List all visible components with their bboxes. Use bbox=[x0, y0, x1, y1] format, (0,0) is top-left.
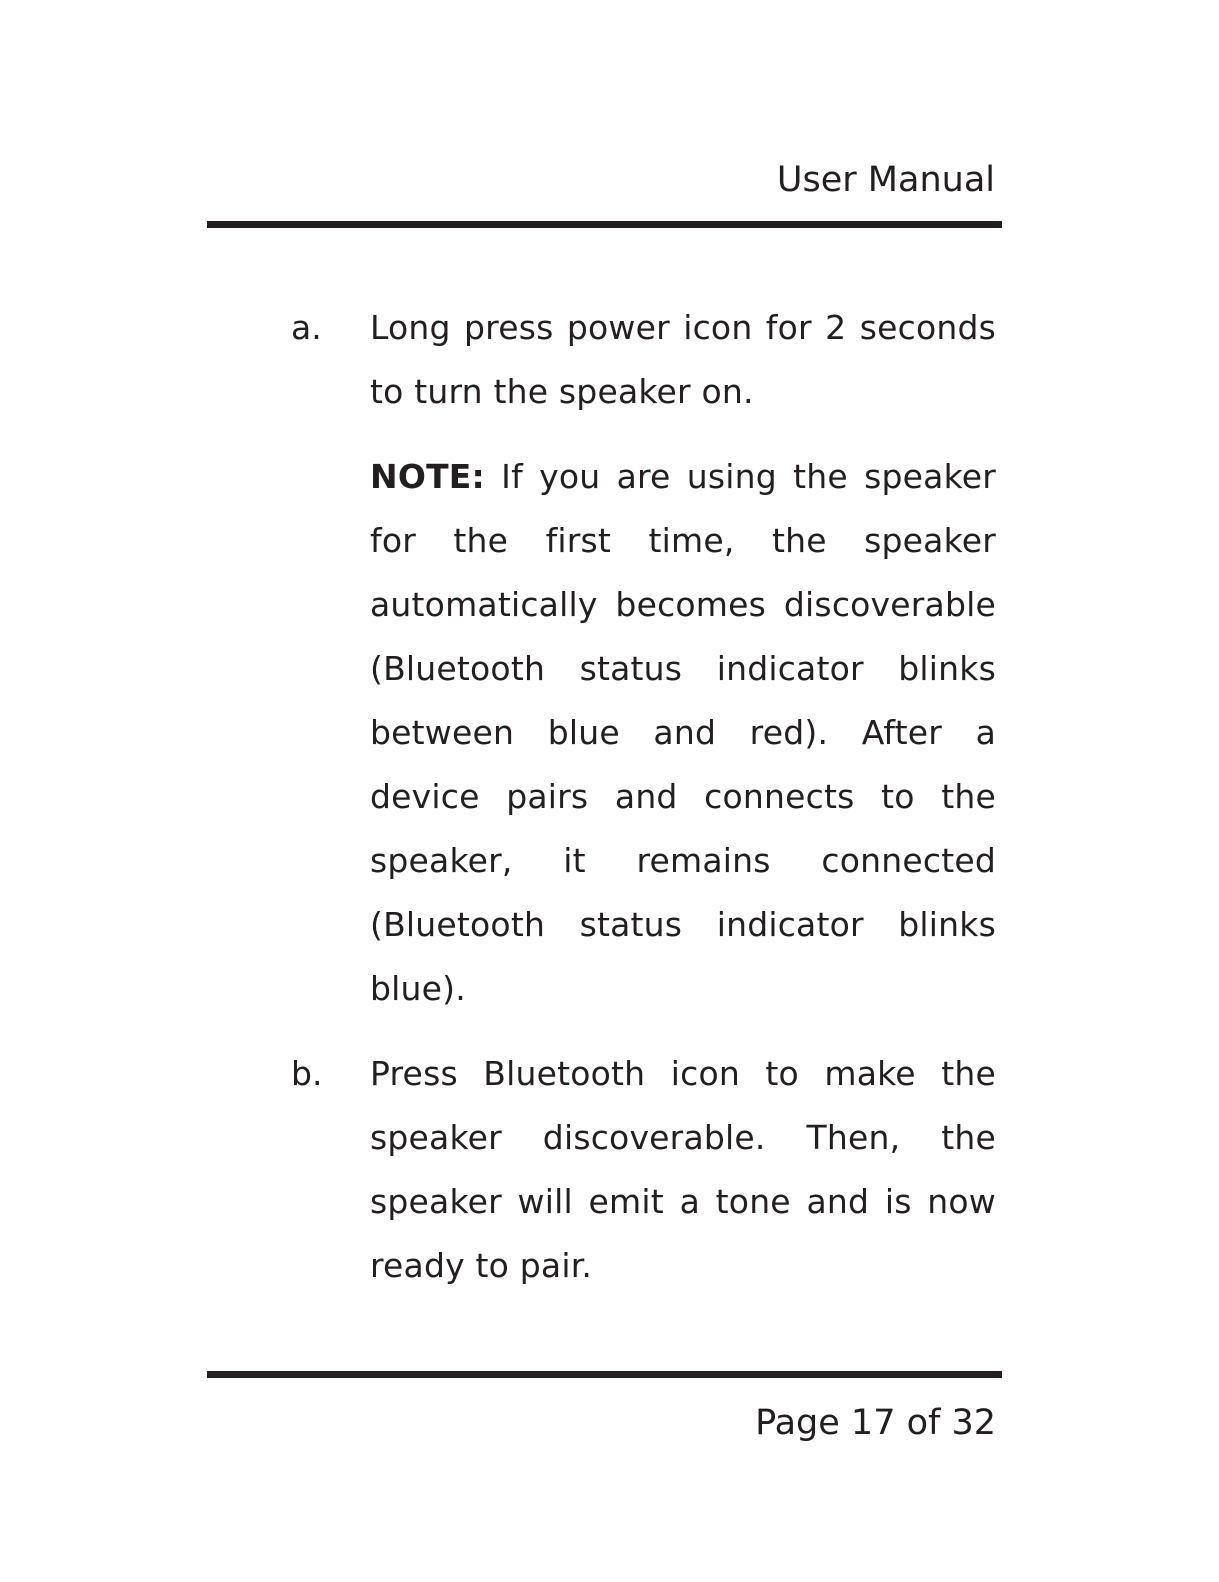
step-text: Press Bluetooth icon to make the speaker discoverable. Then, the speaker will emit a tone and is now ready to pair. bbox=[370, 1054, 996, 1285]
footer-divider bbox=[207, 1371, 1002, 1378]
step-text: Long press power icon for 2 seconds to turn the speaker on. bbox=[370, 308, 996, 411]
note-paragraph bbox=[370, 445, 996, 1021]
list-marker: b. bbox=[291, 1054, 323, 1093]
list-item-b bbox=[291, 1042, 996, 1298]
list-item-a bbox=[291, 296, 996, 1021]
page-number: Page 17 of 32 bbox=[755, 1403, 996, 1443]
list-marker: a. bbox=[291, 308, 322, 347]
header-divider bbox=[207, 221, 1002, 228]
instructions-list bbox=[291, 296, 996, 1298]
document-title: User Manual bbox=[776, 160, 995, 200]
note-label: NOTE: bbox=[370, 457, 485, 496]
note-text: If you are using the speaker for the first time, the speaker automatically becomes discoverable (Bluetooth status indicator blinks between blue and red). After a device pairs and connects to the speaker, it remains connected (Bluetooth status indicator blinks blue). bbox=[370, 457, 996, 1008]
